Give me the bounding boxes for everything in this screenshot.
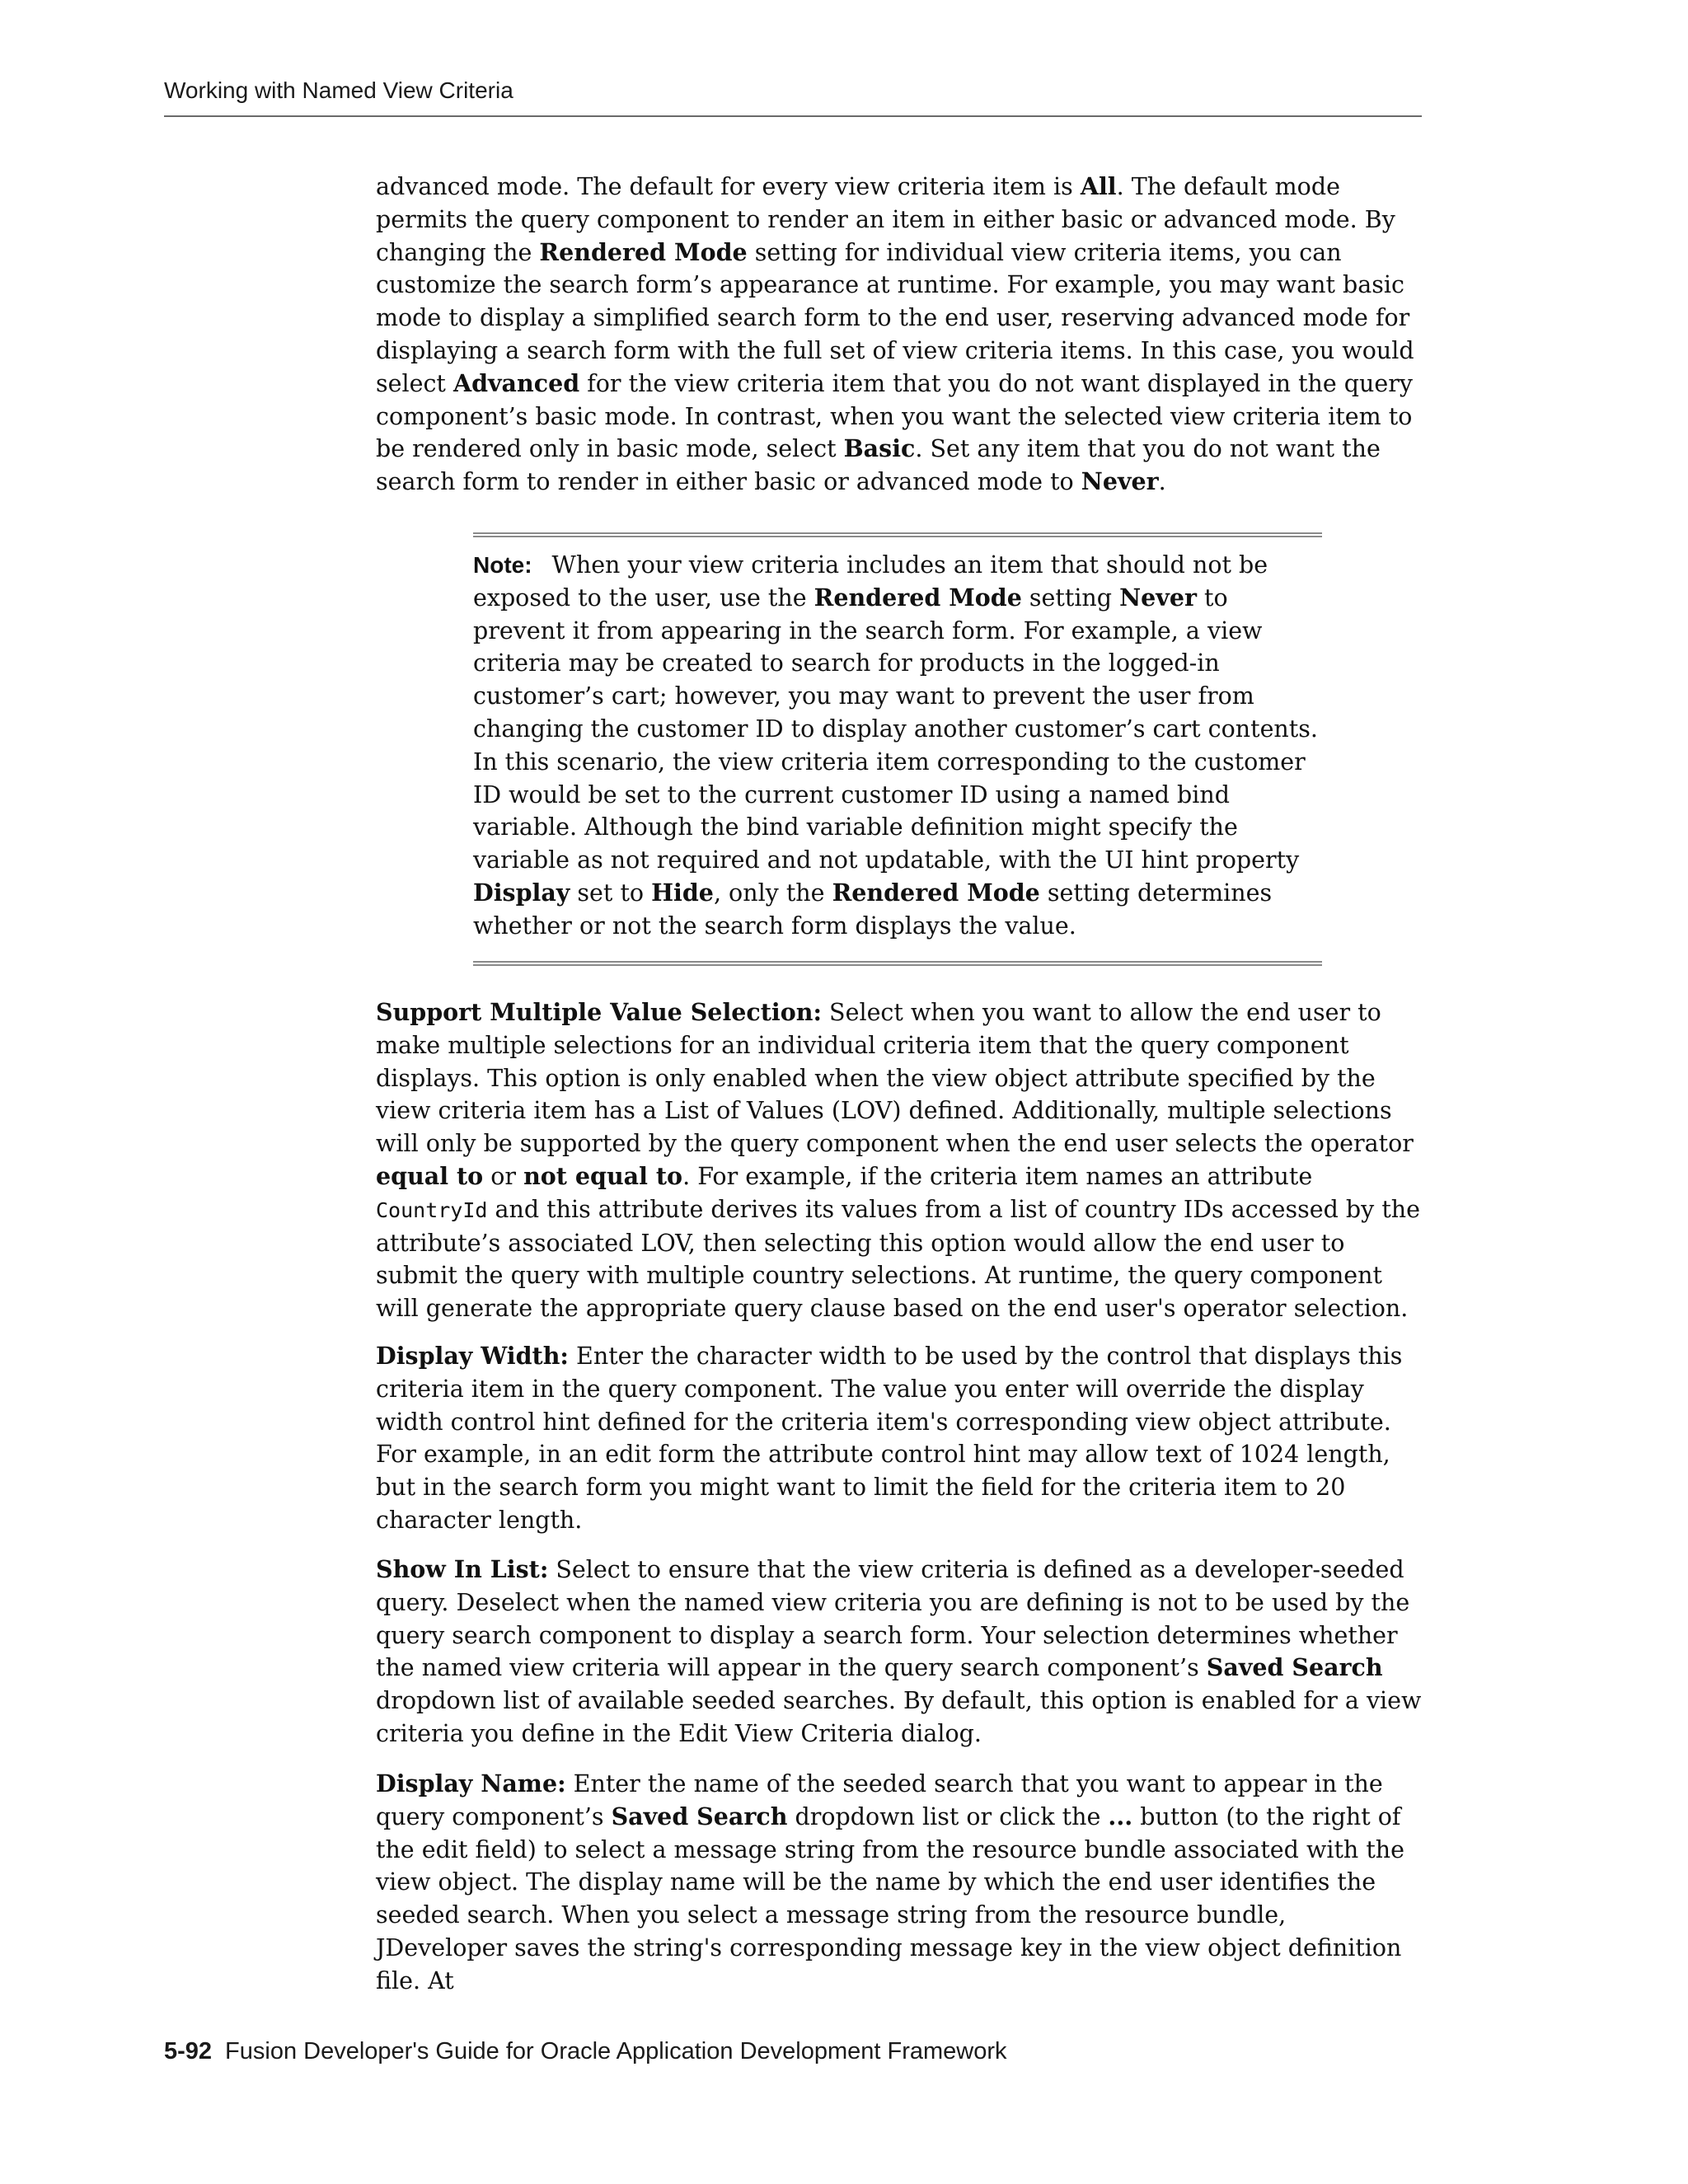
code-term: CountryId [376, 1197, 488, 1222]
text-run: Select when you want to allow the end user to make multiple selections for an individual criteria item that the query component displays. This option is only enabled when the view object attribute specified by the view criteria item has a List of Values (LOV) defined. Additionally, multiple selections will only be supported by the query component when the end user selects the operator [376, 999, 1414, 1158]
bold-term: Saved Search [611, 1802, 788, 1830]
text-run: and this attribute derives its values from a list of country IDs accessed by the attribute’s associated LOV, then selecting this option would allow the end user to submit the query with multiple country selections. At runtime, the query component will generate the appropriate query clause based on the end user's operator selection. [376, 1195, 1421, 1323]
text-run: , only the [713, 879, 832, 907]
text-run: When your view criteria includes an item that should not be exposed to the user, use the [473, 551, 1268, 612]
text-run: to prevent it from appearing in the search form. For example, a view criteria may be created to search for products in the logged-in customer’s cart; however, you may want to prevent the user from changing the customer ID to display another customer’s cart contents. In this scenario, the view criteria item corresponding to the customer ID would be set to the current customer ID using a named bind variable. Although the bind variable definition might specify the variable as not required and not updatable, with the UI hint property [473, 583, 1318, 874]
multiple-value-selection-paragraph [376, 996, 1423, 1325]
paragraph-text [376, 996, 1423, 1325]
display-name-paragraph [376, 1768, 1423, 1998]
text-run: Select to ensure that the view criteria is defined as a developer-seeded query. Deselect when the named view criteria you are defining is not to be used by the query search component to display a search form. Your selection determines whether the named view criteria will appear in the query search component’s [376, 1556, 1410, 1682]
display-width-paragraph [376, 1340, 1423, 1537]
show-in-list-paragraph [376, 1554, 1423, 1750]
bold-term: equal to [376, 1161, 484, 1190]
rendered-mode-paragraph [376, 171, 1423, 499]
paragraph-text [376, 1768, 1423, 1998]
book-title: Fusion Developer's Guide for Oracle Application Development Framework [225, 2038, 1007, 2064]
text-run: setting [1021, 583, 1120, 612]
text-run: setting for individual view criteria items, you can customize the search form’s appearance at runtime. For example, you may want basic mode to display a simplified search form to the end user, reserving advanced mode for displaying a search form with the full set of view criteria items. In this case, you would select [376, 238, 1414, 397]
text-run: for the view criteria item that you do not want displayed in the query component’s basic mode. In contrast, when you want the selected view criteria item to be rendered only in basic mode, select [376, 369, 1413, 463]
bold-term: ... [1108, 1802, 1133, 1830]
paragraph-text [376, 171, 1423, 499]
text-run: Enter the name of the seeded search that you want to appear in the query component’s [376, 1770, 1383, 1830]
note-top-rule [473, 532, 1322, 537]
text-run: set to [570, 879, 652, 907]
text-run: . The default mode permits the query component to render an item in either basic or advanced mode. By changing the [376, 173, 1395, 266]
note-box [473, 532, 1322, 966]
text-run: advanced mode. The default for every view criteria item is [376, 173, 1081, 200]
bold-term: Basic [843, 434, 916, 463]
paragraph-text [376, 1554, 1423, 1750]
running-head: Working with Named View Criteria [164, 77, 513, 103]
text-run: dropdown list of available seeded searches. By default, this option is enabled for a view criteria you define in the Edit View Criteria dialog. [376, 1687, 1422, 1747]
page-number: 5-92 [164, 2038, 213, 2064]
text-run: button (to the right of the edit field) to select a message string from the resource bundle associated with the view object. The display name will be the name by which the end user identifies the seeded search. When you select a message string from the resource bundle, JDeveloper saves the string's corresponding message key in the view object definition file. At [376, 1802, 1405, 1994]
text-run: . For example, if the criteria item names an attribute [682, 1162, 1313, 1190]
page-header [164, 74, 1422, 117]
text-run: . [1158, 468, 1166, 496]
text-run: dropdown list or click the [787, 1802, 1109, 1830]
bold-term: not equal to [523, 1161, 683, 1190]
bold-term: Never [1119, 583, 1197, 612]
note-bottom-rule [473, 961, 1322, 966]
text-run: or [483, 1162, 524, 1190]
bold-term: Advanced [452, 368, 580, 397]
text-run: . Set any item that you do not want the search form to render in either basic or advanced mode to [376, 435, 1381, 496]
note-text [473, 549, 1322, 943]
bold-term: Rendered Mode [814, 583, 1022, 612]
bold-term: All [1080, 172, 1117, 200]
note-label: Note: [473, 552, 532, 578]
bold-term: Hide [651, 878, 714, 907]
option-term: Show In List: [376, 1555, 549, 1583]
bold-term: Rendered Mode [832, 878, 1040, 907]
bold-term: Rendered Mode [539, 237, 748, 266]
text-run: setting determines whether or not the search form displays the value. [473, 879, 1273, 940]
option-term: Display Name: [376, 1769, 566, 1797]
paragraph-text [376, 1340, 1423, 1537]
bold-term: Saved Search [1206, 1653, 1383, 1682]
option-term: Display Width: [376, 1342, 569, 1370]
bold-term: Display [473, 878, 570, 907]
bold-term: Never [1081, 467, 1159, 496]
option-term: Support Multiple Value Selection: [376, 998, 822, 1026]
page-footer [164, 2036, 1007, 2067]
text-run: Enter the character width to be used by the control that displays this criteria item in the query component. The value you enter will override the display width control hint defined for the criteria item's corresponding view object attribute. For example, in an edit form the attribute control hint may allow text of 1024 length, but in the search form you might want to limit the field for the criteria item to 20 character length. [376, 1343, 1403, 1534]
